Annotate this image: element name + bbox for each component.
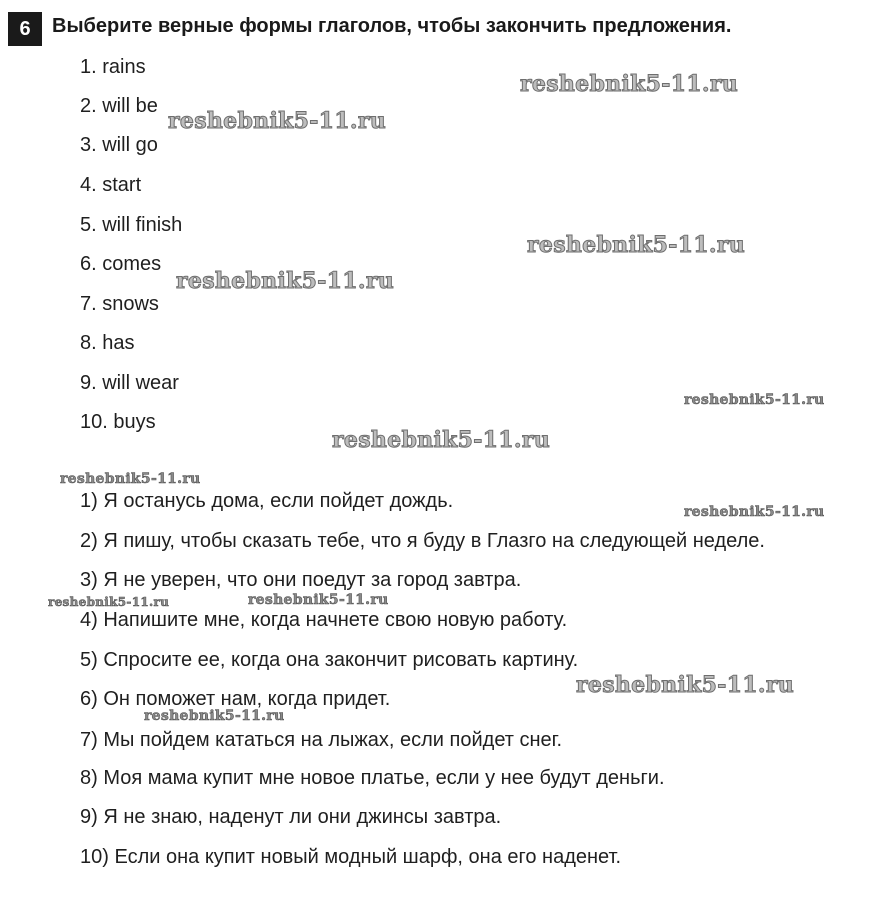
answer-item: 8. has [80,332,135,354]
sentence-item: 1) Я останусь дома, если пойдет дождь. [80,490,454,512]
watermark: reshebnik5-11.ru [176,268,395,294]
answer-item: 6. comes [80,253,162,275]
answer-item: 2. will be [80,95,158,117]
sentence-item: 4) Напишите мне, когда начнете свою новую работу. [80,609,568,631]
answer-item: 10. buys [80,411,156,433]
watermark: reshebnik5-11.ru [144,708,285,724]
watermark: reshebnik5-11.ru [684,392,825,408]
watermark: reshebnik5-11.ru [576,672,795,698]
watermark: reshebnik5-11.ru [332,427,551,453]
sentence-item: 7) Мы пойдем кататься на лыжах, если пойдет снег. [80,729,563,751]
watermark: reshebnik5-11.ru [684,504,825,520]
answer-item: 5. will finish [80,214,183,236]
sentence-item: 9) Я не знаю, наденут ли они джинсы завтра. [80,806,502,828]
sentence-item: 8) Моя мама купит мне новое платье, если у нее будут деньги. [80,767,665,789]
watermark: reshebnik5-11.ru [60,471,201,487]
sentence-item: 6) Он поможет нам, когда придет. [80,688,391,710]
sentence-item: 2) Я пишу, чтобы сказать тебе, что я буду в Глазго на следующей неделе. [80,530,765,552]
answer-item: 3. will go [80,134,158,156]
watermark: reshebnik5-11.ru [527,232,746,258]
task-title: Выберите верные формы глаголов, чтобы закончить предложения. [52,15,732,37]
watermark: reshebnik5-11.ru [520,71,739,97]
watermark: reshebnik5-11.ru [48,595,170,609]
watermark: reshebnik5-11.ru [248,592,389,608]
watermark: reshebnik5-11.ru [168,108,387,134]
sentence-item: 3) Я не уверен, что они поедут за город завтра. [80,569,522,591]
sentence-item: 5) Спросите ее, когда она закончит рисовать картину. [80,649,579,671]
task-number-badge: 6 [8,12,42,46]
answer-item: 9. will wear [80,372,179,394]
answer-item: 4. start [80,174,142,196]
sentence-item: 10) Если она купит новый модный шарф, она его наденет. [80,846,621,868]
answer-item: 1. rains [80,56,146,78]
answer-item: 7. snows [80,293,159,315]
